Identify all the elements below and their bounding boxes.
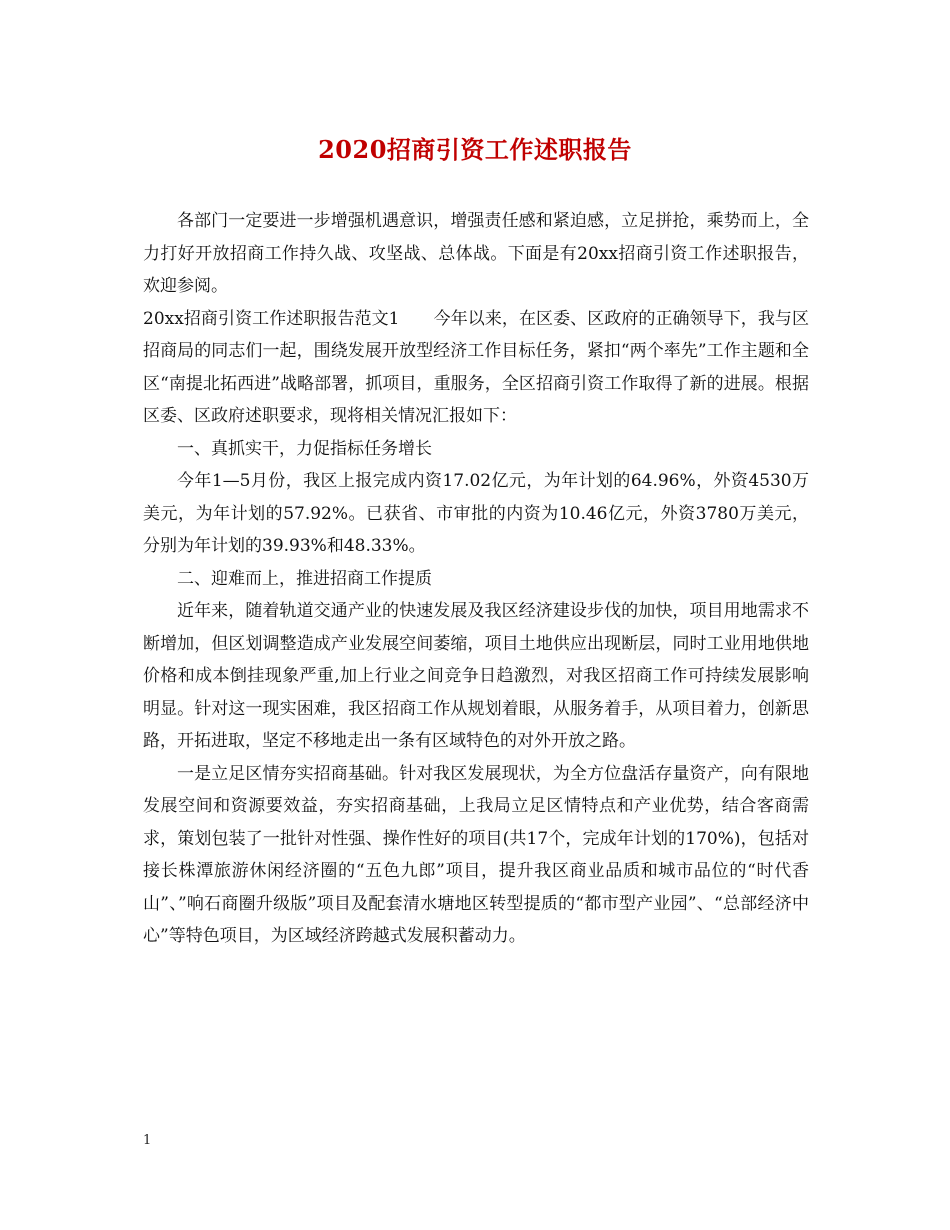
section-heading-1: 一、真抓实干，力促指标任务增长 [177, 438, 432, 459]
sample-intro-paragraph: 20xx招商引资工作述职报告范文1 今年以来，在区委、区政府的正确领导下，我与区招商局的同志们一起，围绕发展开放型经济工作目标任务，紧扣“两个率先”工作主题和全区“南提北拓西进”战略部署，抓项目，重服务，全区招商引资工作取得了新的进展。根据区委、区政府述职要求，现将相关情况汇报如下： [143, 308, 809, 426]
section-2-paragraph: 近年来，随着轨道交通产业的快速发展及我区经济建设步伐的加快，项目用地需求不断增加，但区划调整造成产业发展空间萎缩，项目土地供应出现断层，同时工业用地供地价格和成本倒挂现象严重,加上行业之间竞争日趋激烈，对我区招商工作可持续发展影响明显。针对这一现实困难，我区招商工作从规划着眼，从服务着手，从项目着力，创新思路，开拓进取，坚定不移地走出一条有区域特色的对外开放之路。 [143, 601, 809, 751]
section-heading-2: 二、迎难而上，推进招商工作提质 [177, 568, 432, 589]
page-number: 1 [143, 1133, 152, 1148]
document-title: 2020招商引资工作述职报告 [318, 135, 632, 164]
section-1-paragraph: 今年1—5月份，我区上报完成内资17.02亿元，为年计划的64.96%，外资4530万美元，为年计划的57.92%。已获省、市审批的内资为10.46亿元，外资3780万美元，分别为年计划的39.93%和48.33%。 [143, 471, 809, 556]
document-body [143, 205, 809, 953]
section-2-point-1-paragraph: 一是立足区情夯实招商基础。针对我区发展现状，为全方位盘活存量资产，向有限地发展空间和资源要效益，夯实招商基础，上我局立足区情特点和产业优势，结合客商需求，策划包装了一批针对性强、操作性好的项目(共17个，完成年计划的170%)，包括对接长株潭旅游休闲经济圈的“五色九郎”项目，提升我区商业品质和城市品位的“时代香山”、”响石商圈升级版”项目及配套清水塘地区转型提质的“都市型产业园”、“总部经济中心”等特色项目，为区域经济跨越式发展积蓄动力。 [143, 763, 809, 946]
intro-paragraph: 各部门一定要进一步增强机遇意识，增强责任感和紧迫感，立足拼抢，乘势而上，全力打好开放招商工作持久战、攻坚战、总体战。下面是有20xx招商引资工作述职报告，欢迎参阅。 [143, 211, 809, 296]
